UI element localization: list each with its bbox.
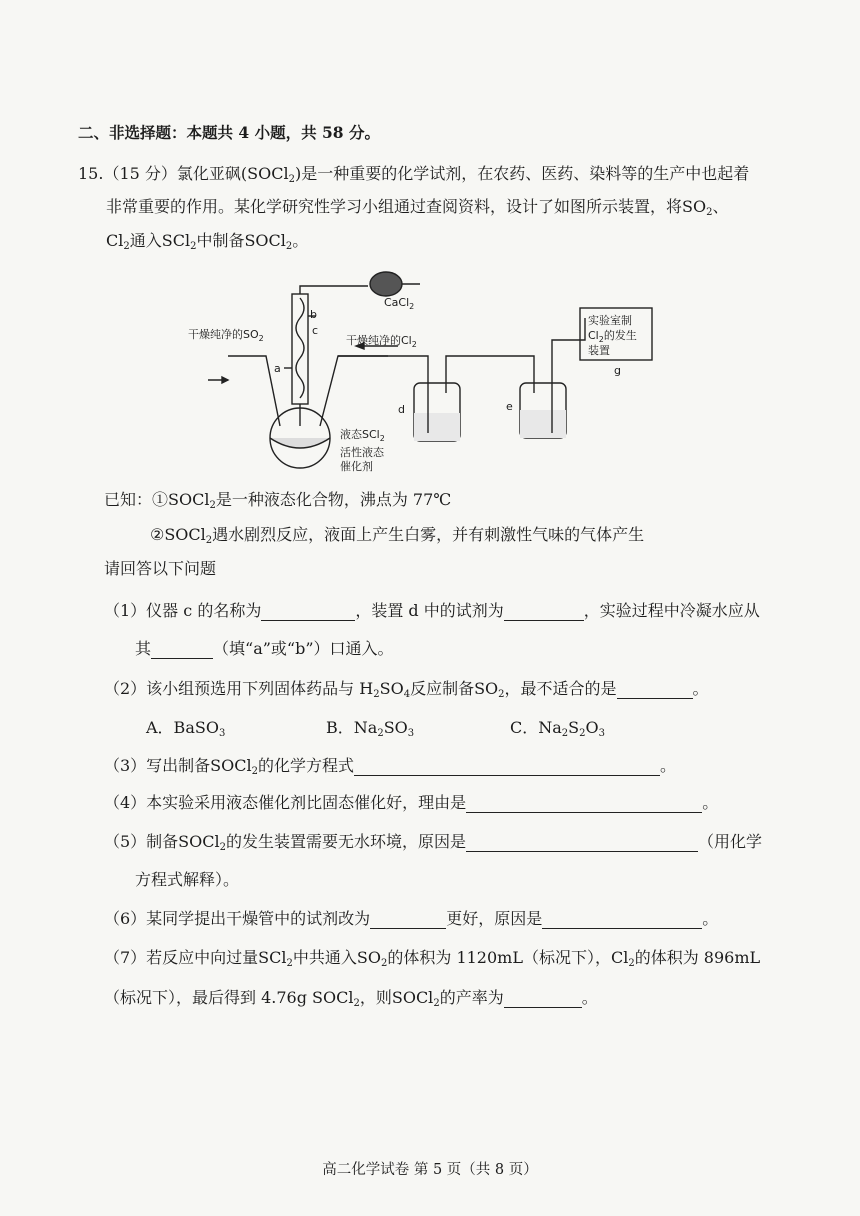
catalyst-label: 活性液态	[340, 446, 384, 459]
sub-question-5-cont: 方程式解释）。	[135, 870, 240, 889]
answer-blank-2[interactable]	[617, 682, 693, 699]
cacl2-label: CaCl$_2$	[384, 296, 415, 311]
sub-question-7-cont: （标况下），最后得到 4.76g SOCl$_2$，则SOCl$_2$的产率为 。	[104, 988, 598, 1009]
condenser-coil	[296, 298, 304, 398]
cl2-label: 干燥纯净的$Cl_2$	[346, 334, 417, 349]
section-heading: 二、非选择题：本题共 4 小题，共 58 分。	[78, 123, 380, 142]
label-d: d	[398, 403, 405, 416]
answer-blank-1c[interactable]	[151, 642, 213, 659]
answer-blank-5[interactable]	[466, 835, 698, 852]
generator-line1: 实验室制	[588, 314, 632, 327]
drying-tube-bulb	[370, 272, 402, 296]
generator-line3: 装置	[588, 344, 610, 357]
so2-label: 干燥纯净的$SO_2$	[188, 328, 264, 343]
label-e: e	[506, 400, 513, 413]
label-b: b	[310, 308, 317, 321]
question-15-intro-line3: $Cl_2$通入SCl$_2$中制备SOCl$_2$。	[106, 231, 309, 252]
page-footer: 高二化学试卷 第 5 页（共 8 页）	[322, 1162, 538, 1178]
answer-blank-1a[interactable]	[261, 604, 355, 621]
sub-question-5: （5）制备SOCl$_2$的发生装置需要无水环境，原因是 （用化学	[104, 832, 763, 853]
label-a: a	[274, 362, 281, 375]
sub-question-2: （2）该小组预选用下列固体药品与 $H_2SO_4$反应制备$SO_2$，最不适合的是 。	[104, 679, 709, 700]
answer-blank-1b[interactable]	[504, 604, 584, 621]
answer-blank-6b[interactable]	[542, 912, 702, 929]
option-a: A．BaSO$_3$	[146, 718, 226, 739]
condenser-outer	[292, 294, 308, 404]
apparatus-diagram	[188, 258, 668, 473]
option-b: B．$Na_2SO_3$	[326, 718, 415, 739]
label-c: c	[312, 324, 319, 337]
ask-line: 请回答以下问题	[104, 559, 217, 578]
answer-blank-6a[interactable]	[370, 912, 446, 929]
liquid-scl2-label: 液态SCl$_2$	[340, 428, 385, 443]
catalyst-label-2: 催化剂	[340, 460, 373, 473]
label-g: g	[614, 364, 621, 377]
cl2-line	[320, 356, 428, 426]
sub-question-1-cont: 其 （填“a”或“b”）口通入。	[135, 639, 394, 658]
generator-line2: $Cl_2$的发生	[588, 329, 637, 344]
sub-question-6: （6）某同学提出干燥管中的试剂改为 更好，原因是 。	[104, 909, 719, 928]
known-item-2: ②SOCl$_2$遇水剧烈反应，液面上产生白雾，并有刺激性气味的气体产生	[150, 525, 645, 546]
question-15-intro-line1: 15.（15 分）氯化亚砜(SOCl$_2$)是一种重要的化学试剂，在农药、医药、染料等的生产中也起着	[78, 164, 750, 185]
sub-question-1: （1）仪器 c 的名称为 ，装置 d 中的试剂为 ，实验过程中冷凝水应从	[104, 601, 760, 620]
sub-question-7: （7）若反应中向过量SCl$_2$中共通入$SO_2$的体积为 1120mL（标况下），$Cl_2$的体积为 896mL	[104, 948, 761, 969]
answer-blank-4[interactable]	[466, 796, 702, 813]
answer-blank-7[interactable]	[504, 991, 582, 1008]
known-item-1: 已知：①SOCl$_2$是一种液态化合物，沸点为 77℃	[104, 490, 452, 511]
sub-question-4: （4）本实验采用液态催化剂比固态催化好，理由是 。	[104, 793, 719, 812]
question-15-intro-line2: 非常重要的作用。某化学研究性学习小组通过查阅资料，设计了如图所示装置，将$SO_2$、	[106, 197, 729, 218]
drying-tube-pipe	[300, 286, 368, 294]
sub-question-3: （3）写出制备SOCl$_2$的化学方程式 。	[104, 756, 677, 777]
option-c: C．$Na_2S_2O_3$	[510, 718, 606, 739]
answer-blank-3[interactable]	[354, 759, 660, 776]
so2-inlet-tube	[228, 356, 280, 426]
